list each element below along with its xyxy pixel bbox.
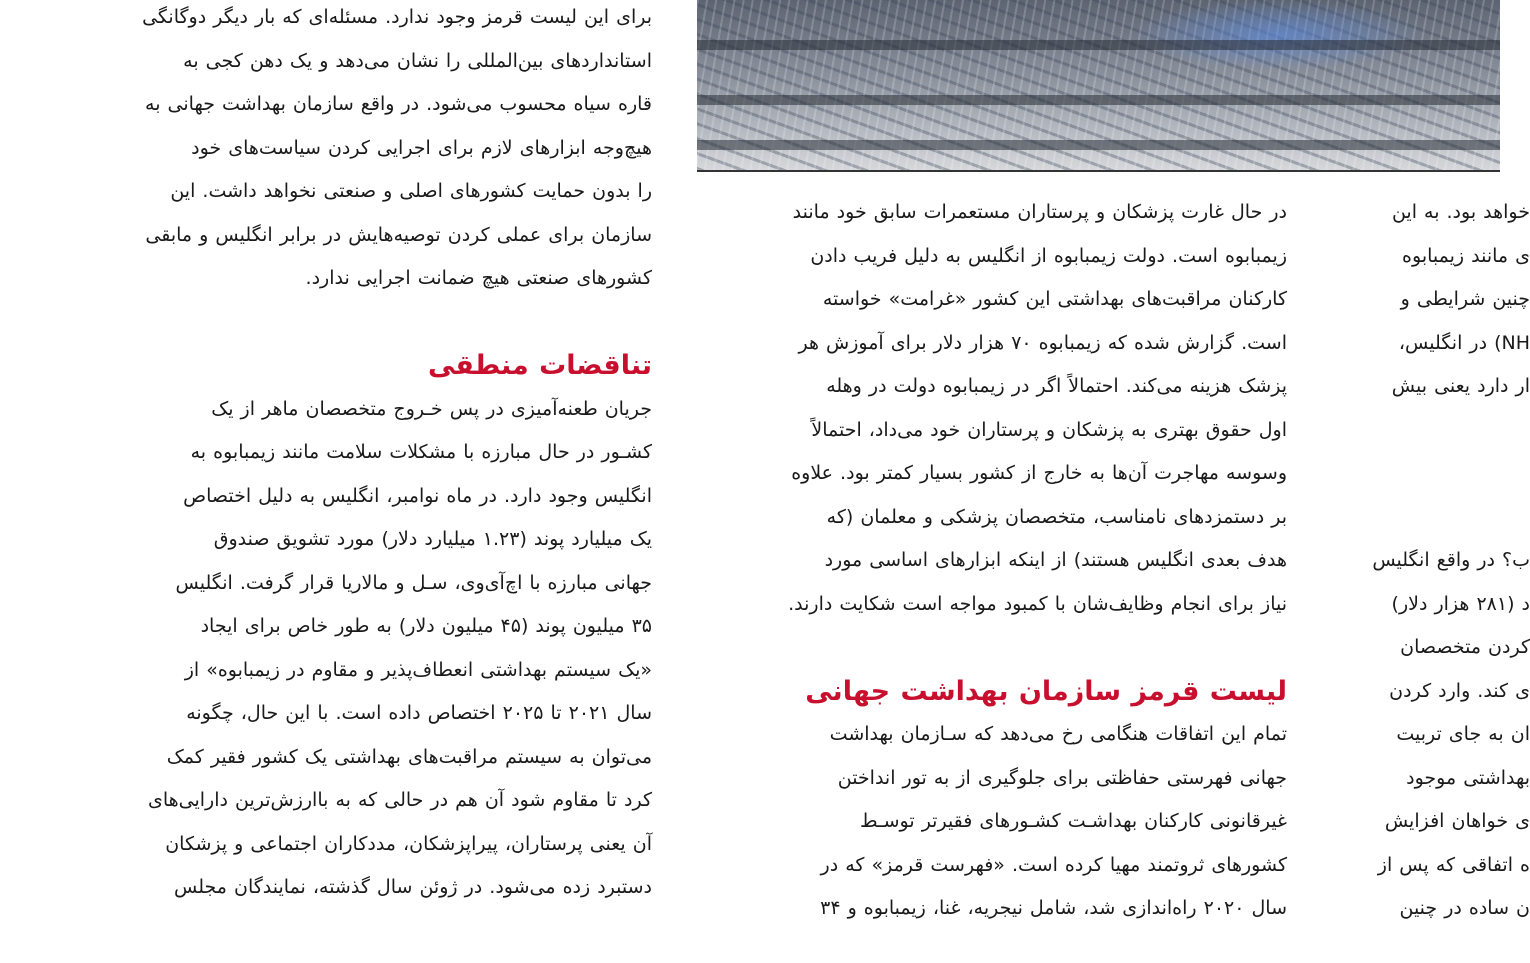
paragraph-line: سال ۲۰۲۰ راه‌اندازی شد، شامل نیجریه، غنا، زیمبابوه و ۳۴ bbox=[820, 897, 1287, 919]
middle-column bbox=[697, 191, 1287, 931]
paragraph-line: اول حقوق بهتری به پزشکان و پرستاران خود می‌داد، احتمالاً bbox=[811, 418, 1287, 441]
paragraph-line: ی خواهان افزایش bbox=[1384, 810, 1530, 832]
paragraph-line: استانداردهای بین‌المللی را نشان می‌دهد و یک دهن کجی به bbox=[183, 49, 652, 72]
paragraph-line: نیاز برای انجام وظایف‌شان با کمبود مواجه است شکایت دارند. bbox=[788, 592, 1287, 615]
paragraph-line: می‌توان به سیستم مراقبت‌های بهداشتی یک کشور فقیر کمک bbox=[166, 745, 652, 768]
paragraph-line: کشورهای ثروتمند مهیا کرده است. «فهرست قرمز» که در bbox=[820, 853, 1287, 876]
paragraph-line: د (۲۸۱ هزار دلار) bbox=[1391, 592, 1530, 615]
paragraph-line: جهانی فهرستی حفاظتی برای جلوگیری از به تور انداختن bbox=[837, 766, 1287, 789]
paragraph-line: ۳۵ میلیون پوند (۴۵ میلیون دلار) به طور خاص برای ایجاد bbox=[200, 615, 652, 637]
paragraph-line: پزشک هزینه می‌کند. احتمالاً اگر در زیمبابوه دولت در وهله bbox=[826, 375, 1287, 397]
paragraph-line: جریان طعنه‌آمیزی در پس خـروج متخصصان ماهر از یک bbox=[211, 397, 652, 420]
paragraph-line: سازمان برای عملی کردن توصیه‌هایش در برابر انگلیس و مابقی bbox=[145, 223, 652, 246]
paragraph-line: را بدون حمایت کشورهای اصلی و صنعتی نخواهد داشت. این bbox=[170, 180, 652, 202]
left-column bbox=[62, 0, 652, 910]
paragraph-line: هیچ‌وجه ابزارهای لازم برای اجرایی کردن سیاست‌های خود bbox=[191, 136, 652, 159]
paragraph-line: چنین شرایطی و bbox=[1400, 288, 1530, 310]
paragraph-line: جهانی مبارزه با اچ‌آی‌وی، سـل و مالاریا قرار گرفت. انگلیس bbox=[175, 571, 652, 594]
section-heading: تناقضات منطقی bbox=[427, 350, 652, 381]
paragraph-line: NH) در انگلیس، bbox=[1398, 331, 1530, 354]
paragraph-line: ن ساده در چنین bbox=[1399, 897, 1530, 919]
paragraph-line: ه اتفاقی که پس از bbox=[1377, 853, 1530, 876]
paragraph-line: کارکنان مراقبت‌های بهداشتی این کشور «غرامت» خواسته bbox=[822, 288, 1287, 310]
section-heading: لیست قرمز سازمان بهداشت جهانی bbox=[805, 675, 1287, 707]
photo-shelf bbox=[697, 140, 1500, 150]
paragraph-line: بر دستمزدهای نامناسب، متخصصان پزشکی و معلمان (که bbox=[826, 505, 1287, 528]
paragraph-line: خواهد بود. به این bbox=[1391, 201, 1530, 223]
paragraph-line: سال ۲۰۲۱ تا ۲۰۲۵ اختصاص داده است. با این حال، چگونه bbox=[186, 702, 652, 724]
paragraph-line: یک میلیارد پوند (۱.۲۳ میلیارد دلار) مورد تشویق صندوق bbox=[213, 528, 652, 550]
article-photo bbox=[697, 0, 1500, 172]
paragraph-line: کشورهای صنعتی هیچ ضمانت اجرایی ندارد. bbox=[305, 267, 652, 289]
paragraph-line: در حال غارت پزشکان و پرستاران مستعمرات سابق خود مانند bbox=[792, 201, 1287, 223]
paragraph-line: برای این لیست قرمز وجود ندارد. مسئله‌ای که بار دیگر دوگانگی bbox=[142, 6, 652, 28]
paragraph-line: آن یعنی پرستاران، پیراپزشکان، مددکاران اجتماعی و پزشکان bbox=[165, 832, 652, 855]
paragraph-line: وسوسه مهاجرت آن‌ها به خارج از کشور بسیار کمتر بود. علاوه bbox=[791, 462, 1287, 484]
right-column bbox=[1330, 191, 1530, 931]
paragraph-line: غیرقانونی کارکنان بهداشـت کشـورهای فقیرتر توسـط bbox=[860, 810, 1287, 832]
paragraph-line: تمام این اتفاقات هنگامی رخ می‌دهد که سـازمان بهداشت bbox=[829, 723, 1287, 745]
paragraph-line: «یک سیستم بهداشتی انعطاف‌پذیر و مقاوم در زیمبابوه» از bbox=[184, 658, 652, 681]
photo-highlight bbox=[1127, 0, 1427, 70]
paragraph-line: ی مانند زیمبابوه bbox=[1402, 244, 1530, 267]
photo-shelf bbox=[697, 95, 1500, 105]
paragraph-line: کشـور در حال مبارزه با مشکلات سلامت مانند زیمبابوه به bbox=[190, 441, 652, 463]
paragraph-line: زیمبابوه است. دولت زیمبابوه از انگلیس به دلیل فریب دادن bbox=[810, 244, 1287, 267]
paragraph-line: دستبرد زده می‌شود. در ژوئن سال گذشته، نمایندگان مجلس bbox=[174, 876, 652, 898]
paragraph-line: ی کند. وارد کردن bbox=[1389, 679, 1530, 702]
paragraph-line: انگلیس وجود دارد. در ماه نوامبر، انگلیس به دلیل اختصاص bbox=[183, 484, 652, 507]
paragraph-line: ان به جای تربیت bbox=[1396, 723, 1530, 745]
paragraph-line: هدف بعدی انگلیس هستند) از اینکه ابزارهای اساسی مورد bbox=[824, 549, 1287, 571]
paragraph-line: ب؟ در واقع انگلیس bbox=[1372, 549, 1530, 571]
paragraph-line: است. گزارش شده که زیمبابوه ۷۰ هزار دلار برای آموزش هر bbox=[798, 331, 1287, 354]
paragraph-line: ار دارد یعنی بیش bbox=[1391, 375, 1530, 397]
paragraph-line: کرد تا مقاوم شود آن هم در حالی که به باارزش‌ترین دارایی‌های bbox=[147, 789, 652, 811]
photo-shelf bbox=[697, 40, 1500, 50]
paragraph-line: قاره سیاه محسوب می‌شود. در واقع سازمان بهداشت جهانی به bbox=[145, 93, 652, 115]
paragraph-line: کردن متخصصان bbox=[1400, 636, 1530, 658]
paragraph-line: بهداشتی موجود bbox=[1406, 766, 1530, 789]
